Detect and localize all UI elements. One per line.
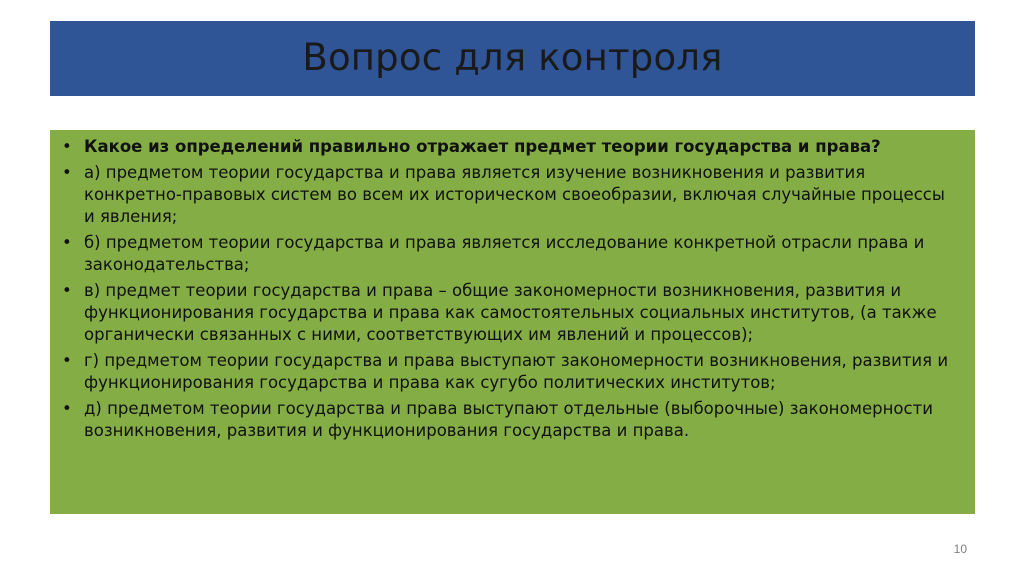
question-list [60,136,955,442]
page-number: 10 [953,542,967,556]
bullet-icon: • [62,163,72,182]
question-box [50,130,975,514]
bullet-icon: • [62,233,72,252]
title-bar [50,21,975,96]
bullet-icon: • [62,399,72,418]
question-text: Какое из определений правильно отражает предмет теории государства и права? [84,137,881,156]
bullet-icon: • [62,137,72,156]
slide-title: Вопрос для контроля [302,36,723,79]
question-item [60,136,955,158]
answer-text-g: г) предметом теории государства и права выступают закономерности возникновения, развития и функционирования государства и права как сугубо политических институтов; [84,351,949,392]
bullet-icon: • [62,281,72,300]
answer-text-b: б) предметом теории государства и права является исследование конкретной отрасли права и законодательства; [84,233,925,274]
answer-option-d [60,398,955,442]
answer-text-d: д) предметом теории государства и права выступают отдельные (выборочные) закономерности возникновения, развития и функционирования государства и права. [84,399,933,440]
answer-option-a [60,162,955,228]
answer-option-g [60,350,955,394]
answer-option-b [60,232,955,276]
bullet-icon: • [62,351,72,370]
answer-option-v [60,280,955,346]
answer-text-a: а) предметом теории государства и права является изучение возникновения и развития конкретно-правовых систем во всем их историческом своеобразии, включая случайные процессы и явления; [84,163,945,226]
answer-text-v: в) предмет теории государства и права – общие закономерности возникновения, развития и функционирования государства и права как самостоятельных социальных институтов, (а также органически связанных с ними, соответствующих им явлений и процессов); [84,281,937,344]
